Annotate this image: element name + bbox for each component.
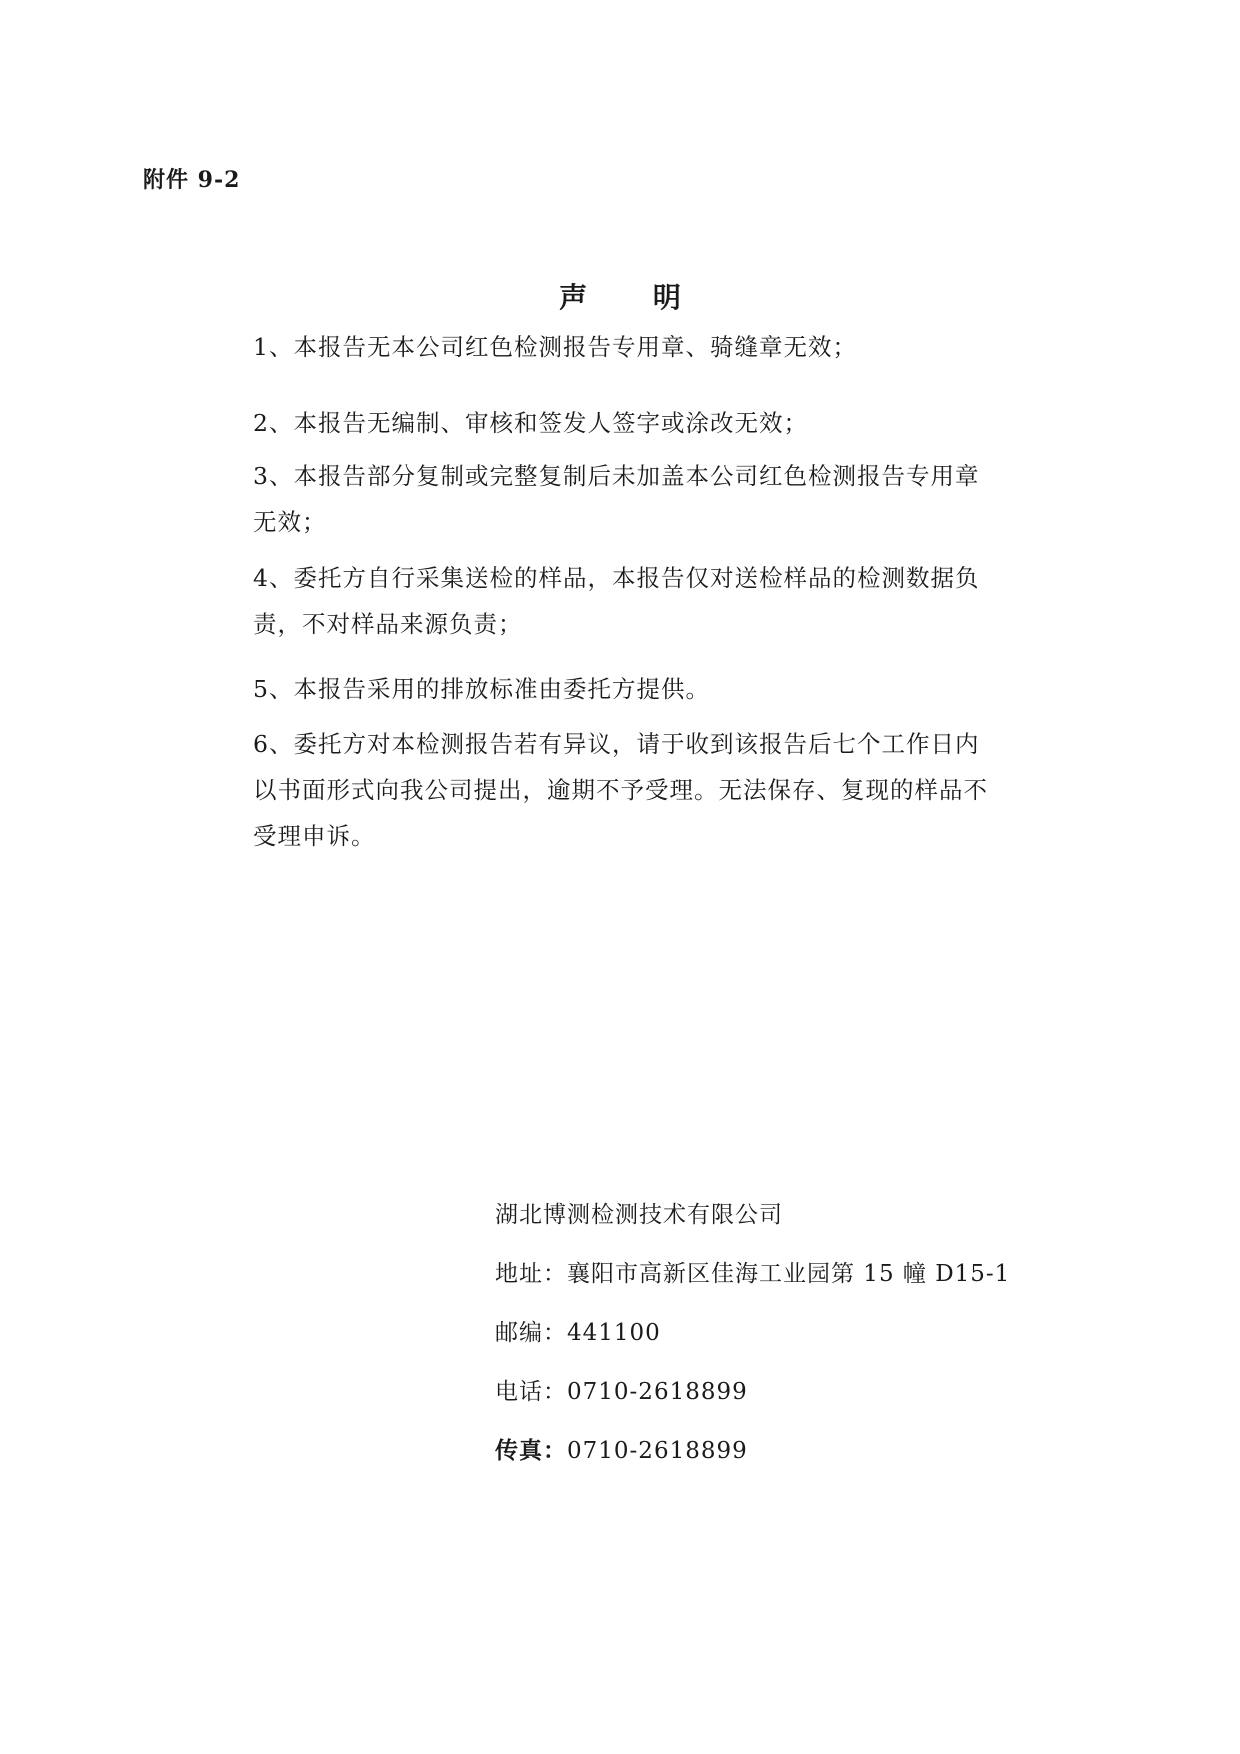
statement-item-5: 5、本报告采用的排放标准由委托方提供。 <box>253 675 710 703</box>
phone-label: 电话： <box>495 1379 567 1405</box>
document-title: 声 明 <box>559 281 709 314</box>
statement-item-2: 2、本报告无编制、审核和签发人签字或涂改无效； <box>253 409 808 437</box>
fax-label: 传真： <box>495 1437 567 1464</box>
address-value: 襄阳市高新区佳海工业园第 15 幢 D15-1 <box>567 1261 1011 1287</box>
statement-item-4: 4、委托方自行采集送检的样品，本报告仅对送检样品的检测数据负责，不对样品来源负责； <box>253 564 980 638</box>
phone-value: 0710-2618899 <box>567 1379 748 1405</box>
company-fax <box>495 1432 1015 1465</box>
postcode-value: 441100 <box>567 1320 661 1346</box>
postcode-label: 邮编： <box>495 1320 567 1346</box>
address-label: 地址： <box>495 1261 567 1287</box>
statement-item-1: 1、本报告无本公司红色检测报告专用章、骑缝章无效； <box>253 333 857 361</box>
company-phone <box>495 1373 1015 1406</box>
statement-item-3: 3、本报告部分复制或完整复制后未加盖本公司红色检测报告专用章无效； <box>253 462 980 536</box>
company-name: 湖北博测检测技术有限公司 <box>495 1202 783 1228</box>
company-postcode <box>495 1314 1015 1347</box>
company-address <box>495 1255 1015 1288</box>
statement-item-6: 6、委托方对本检测报告若有异议，请于收到该报告后七个工作日内以书面形式向我公司提出，逾期不予受理。无法保存、复现的样品不受理申诉。 <box>253 730 988 850</box>
fax-value: 0710-2618899 <box>567 1438 748 1464</box>
attachment-label: 附件 9-2 <box>143 167 241 193</box>
